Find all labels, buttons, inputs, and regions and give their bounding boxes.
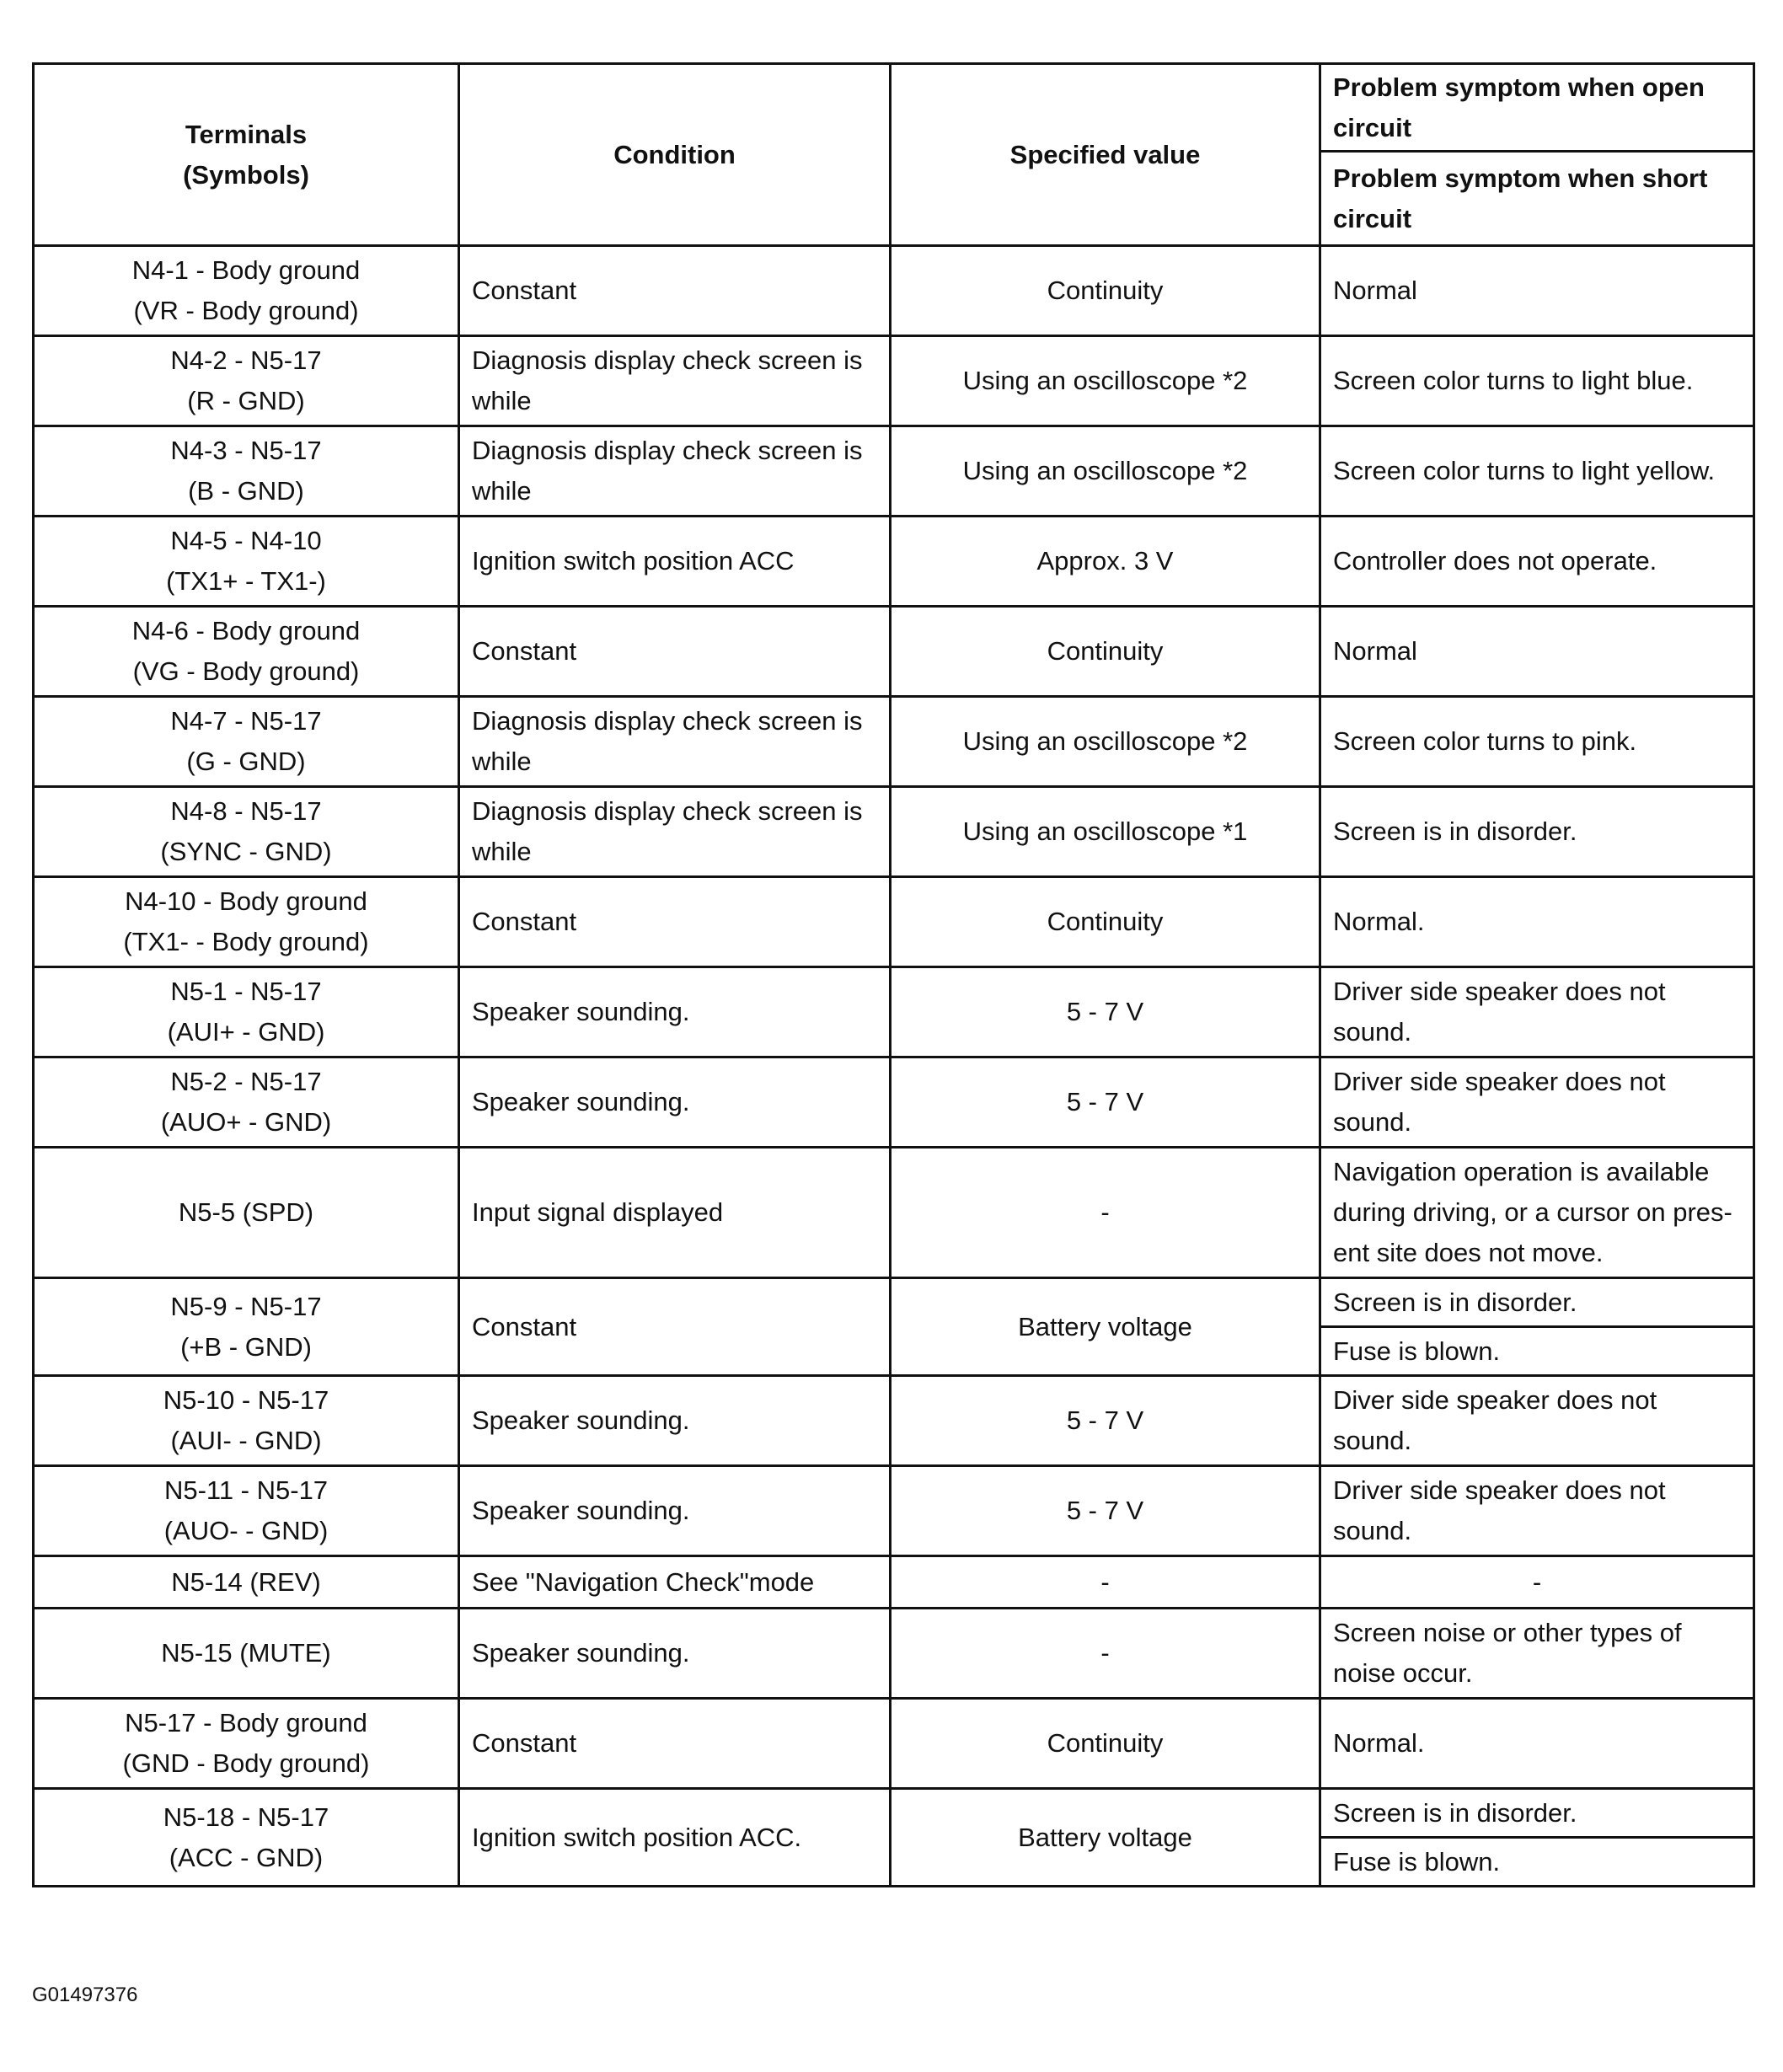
symptom-open-cell: Screen is in disorder.: [1320, 1789, 1754, 1838]
condition-cell: Constant: [459, 607, 891, 697]
header-terminals: Terminals (Symbols): [34, 64, 459, 246]
symptom-short-cell: Fuse is blown.: [1320, 1327, 1754, 1376]
terminals-cell: N5-14 (REV): [34, 1556, 459, 1609]
table-row: [34, 336, 1754, 426]
specified-value-cell: Using an oscilloscope *2: [891, 426, 1320, 517]
table-row: [34, 787, 1754, 877]
specified-value-cell: Using an oscilloscope *1: [891, 787, 1320, 877]
specified-value-cell: Using an oscilloscope *2: [891, 697, 1320, 787]
terminals-cell: N4-3 - N5-17 (B - GND): [34, 426, 459, 517]
condition-cell: Constant: [459, 1699, 891, 1789]
header-open-circuit: Problem symptom when open circuit: [1320, 64, 1754, 152]
symptom-cell: Screen color turns to light yellow.: [1320, 426, 1754, 517]
symptom-cell: Driver side speaker does not sound.: [1320, 1057, 1754, 1148]
symptom-cell: Normal: [1320, 246, 1754, 336]
symptom-cell: Screen noise or other types of noise occur.: [1320, 1609, 1754, 1699]
terminals-cell: N5-5 (SPD): [34, 1148, 459, 1278]
table-row: [34, 1466, 1754, 1556]
table-row: [34, 246, 1754, 336]
terminals-cell: N4-6 - Body ground (VG - Body ground): [34, 607, 459, 697]
terminals-cell: N5-1 - N5-17 (AUI+ - GND): [34, 967, 459, 1057]
table-row: [34, 426, 1754, 517]
specified-value-cell: Continuity: [891, 1699, 1320, 1789]
specified-value-cell: -: [891, 1556, 1320, 1609]
condition-cell: Constant: [459, 877, 891, 967]
symptom-cell: Screen color turns to light blue.: [1320, 336, 1754, 426]
header-specified-value: Specified value: [891, 64, 1320, 246]
condition-cell: Diagnosis display check screen is while: [459, 336, 891, 426]
header-row-top: [34, 64, 1754, 152]
terminals-cell: N5-18 - N5-17 (ACC - GND): [34, 1789, 459, 1887]
condition-cell: Speaker sounding.: [459, 967, 891, 1057]
table-row: [34, 1376, 1754, 1466]
specified-value-cell: 5 - 7 V: [891, 1376, 1320, 1466]
symptom-cell: Diver side speaker does not sound.: [1320, 1376, 1754, 1466]
terminals-cell: N5-9 - N5-17 (+B - GND): [34, 1278, 459, 1376]
symptom-short-cell: Fuse is blown.: [1320, 1838, 1754, 1887]
table-row: [34, 877, 1754, 967]
table-body: [34, 246, 1754, 1887]
specified-value-cell: Using an oscilloscope *2: [891, 336, 1320, 426]
specified-value-cell: Battery voltage: [891, 1278, 1320, 1376]
condition-cell: Input signal displayed: [459, 1148, 891, 1278]
table-row: [34, 697, 1754, 787]
specified-value-cell: Approx. 3 V: [891, 517, 1320, 607]
symptom-cell: Normal.: [1320, 1699, 1754, 1789]
terminals-cell: N5-11 - N5-17 (AUO- - GND): [34, 1466, 459, 1556]
symptom-cell: Screen color turns to pink.: [1320, 697, 1754, 787]
symptom-cell: Controller does not operate.: [1320, 517, 1754, 607]
condition-cell: Speaker sounding.: [459, 1057, 891, 1148]
table-row: [34, 1789, 1754, 1838]
symptom-cell: Normal.: [1320, 877, 1754, 967]
symptom-cell: Driver side speaker does not sound.: [1320, 1466, 1754, 1556]
symptom-cell: Screen is in disorder.: [1320, 787, 1754, 877]
symptom-open-cell: Screen is in disorder.: [1320, 1278, 1754, 1327]
specified-value-cell: Continuity: [891, 607, 1320, 697]
specified-value-cell: -: [891, 1148, 1320, 1278]
condition-cell: Speaker sounding.: [459, 1376, 891, 1466]
terminals-cell: N4-8 - N5-17 (SYNC - GND): [34, 787, 459, 877]
specified-value-cell: 5 - 7 V: [891, 1466, 1320, 1556]
table-row: [34, 517, 1754, 607]
specified-value-cell: 5 - 7 V: [891, 1057, 1320, 1148]
table-row: [34, 967, 1754, 1057]
condition-cell: Speaker sounding.: [459, 1609, 891, 1699]
condition-cell: Constant: [459, 1278, 891, 1376]
terminals-cell: N4-7 - N5-17 (G - GND): [34, 697, 459, 787]
symptom-cell: Normal: [1320, 607, 1754, 697]
condition-cell: Diagnosis display check screen is while: [459, 426, 891, 517]
table-row: [34, 1556, 1754, 1609]
table-row: [34, 607, 1754, 697]
condition-cell: Speaker sounding.: [459, 1466, 891, 1556]
table-row: [34, 1609, 1754, 1699]
figure-id: G01497376: [32, 1984, 138, 2006]
table-row: [34, 1699, 1754, 1789]
condition-cell: Diagnosis display check screen is while: [459, 697, 891, 787]
symptom-cell: -: [1320, 1556, 1754, 1609]
header-short-circuit: Problem symptom when short circuit: [1320, 152, 1754, 246]
symptom-cell: Navigation operation is available during driving, or a cursor on pres-ent site does not move.: [1320, 1148, 1754, 1278]
terminals-cell: N4-1 - Body ground (VR - Body ground): [34, 246, 459, 336]
specified-value-cell: 5 - 7 V: [891, 967, 1320, 1057]
condition-cell: Ignition switch position ACC.: [459, 1789, 891, 1887]
terminals-cell: N4-5 - N4-10 (TX1+ - TX1-): [34, 517, 459, 607]
terminals-cell: N4-2 - N5-17 (R - GND): [34, 336, 459, 426]
terminals-cell: N4-10 - Body ground (TX1- - Body ground): [34, 877, 459, 967]
terminals-cell: N5-17 - Body ground (GND - Body ground): [34, 1699, 459, 1789]
symptom-cell: Driver side speaker does not sound.: [1320, 967, 1754, 1057]
terminals-cell: N5-15 (MUTE): [34, 1609, 459, 1699]
table-row: [34, 1148, 1754, 1278]
table-row: [34, 1278, 1754, 1327]
condition-cell: See "Navigation Check"mode: [459, 1556, 891, 1609]
terminals-cell: N5-2 - N5-17 (AUO+ - GND): [34, 1057, 459, 1148]
condition-cell: Diagnosis display check screen is while: [459, 787, 891, 877]
specified-value-cell: Continuity: [891, 877, 1320, 967]
condition-cell: Constant: [459, 246, 891, 336]
header-condition: Condition: [459, 64, 891, 246]
terminal-spec-table: [32, 62, 1755, 1887]
terminals-cell: N5-10 - N5-17 (AUI- - GND): [34, 1376, 459, 1466]
condition-cell: Ignition switch position ACC: [459, 517, 891, 607]
specified-value-cell: Continuity: [891, 246, 1320, 336]
specified-value-cell: Battery voltage: [891, 1789, 1320, 1887]
table-row: [34, 1057, 1754, 1148]
specified-value-cell: -: [891, 1609, 1320, 1699]
